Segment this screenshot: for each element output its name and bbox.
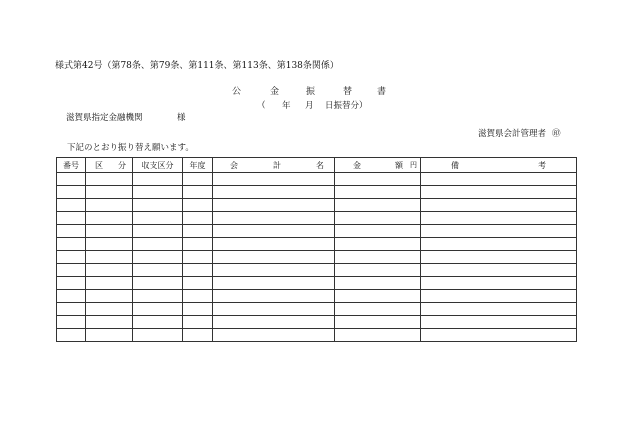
table-cell[interactable]: [183, 264, 213, 277]
table-cell[interactable]: [421, 329, 577, 342]
header-account-name: 会 計 名: [213, 158, 335, 173]
table-cell[interactable]: [133, 290, 183, 303]
table-cell[interactable]: [86, 264, 133, 277]
table-cell[interactable]: [86, 316, 133, 329]
table-row: [57, 186, 577, 199]
table-row: [57, 264, 577, 277]
table-cell[interactable]: [133, 316, 183, 329]
table-cell[interactable]: [183, 277, 213, 290]
table-cell[interactable]: [335, 251, 421, 264]
table-cell[interactable]: [86, 225, 133, 238]
table-cell[interactable]: [86, 186, 133, 199]
table-cell[interactable]: [183, 303, 213, 316]
table-cell[interactable]: [213, 277, 335, 290]
table-cell[interactable]: [183, 316, 213, 329]
table-row: [57, 290, 577, 303]
title-char: 書: [377, 87, 387, 97]
table-row: [57, 225, 577, 238]
table-cell[interactable]: [133, 173, 183, 186]
table-cell[interactable]: [57, 290, 86, 303]
table-cell[interactable]: [86, 303, 133, 316]
table-row: [57, 329, 577, 342]
table-cell[interactable]: [183, 199, 213, 212]
table-cell[interactable]: [213, 186, 335, 199]
table-cell[interactable]: [57, 212, 86, 225]
table-cell[interactable]: [421, 199, 577, 212]
table-cell[interactable]: [213, 212, 335, 225]
table-cell[interactable]: [86, 251, 133, 264]
seal-mark: ㊞: [552, 129, 561, 139]
table-cell[interactable]: [183, 290, 213, 303]
table-cell[interactable]: [86, 212, 133, 225]
table-cell[interactable]: [57, 329, 86, 342]
addressee-honorific: 様: [177, 113, 186, 123]
table-cell[interactable]: [57, 251, 86, 264]
table-cell[interactable]: [335, 290, 421, 303]
table-cell[interactable]: [213, 251, 335, 264]
table-cell[interactable]: [86, 329, 133, 342]
table-cell[interactable]: [86, 290, 133, 303]
table-row: [57, 212, 577, 225]
table-row: [57, 251, 577, 264]
title-char: 公: [232, 87, 242, 97]
table-cell[interactable]: [421, 173, 577, 186]
table-cell[interactable]: [183, 225, 213, 238]
table-cell[interactable]: [213, 329, 335, 342]
table-cell[interactable]: [421, 264, 577, 277]
header-number: 番号: [57, 158, 86, 173]
table-cell[interactable]: [57, 303, 86, 316]
table-row: [57, 173, 577, 186]
table-cell[interactable]: [57, 264, 86, 277]
table-cell[interactable]: [133, 264, 183, 277]
table-cell[interactable]: [213, 264, 335, 277]
title-char: 金: [270, 87, 280, 97]
table-cell[interactable]: [183, 186, 213, 199]
table-cell[interactable]: [133, 238, 183, 251]
table-cell[interactable]: [133, 212, 183, 225]
subtitle-day: 日振替分）: [325, 101, 368, 111]
table-cell[interactable]: [335, 264, 421, 277]
table-cell[interactable]: [421, 238, 577, 251]
table-row: [57, 316, 577, 329]
amount-unit: 円: [410, 161, 417, 169]
table-cell[interactable]: [86, 199, 133, 212]
table-cell[interactable]: [213, 303, 335, 316]
table-header-row: [57, 158, 577, 173]
table-cell[interactable]: [183, 329, 213, 342]
form-number: 様式第42号（第78条、第79条、第111条、第113条、第138条関係）: [55, 61, 339, 71]
table-cell[interactable]: [133, 329, 183, 342]
table-cell[interactable]: [421, 303, 577, 316]
table-cell[interactable]: [335, 329, 421, 342]
table-cell[interactable]: [133, 225, 183, 238]
table-cell[interactable]: [57, 173, 86, 186]
table-cell[interactable]: [213, 316, 335, 329]
subtitle-open-paren: （: [257, 101, 266, 111]
table-cell[interactable]: [183, 173, 213, 186]
header-fiscal-year: 年度: [183, 158, 213, 173]
table-cell[interactable]: [421, 251, 577, 264]
header-amount: 金 額 円: [335, 158, 421, 173]
subtitle-month: 月: [305, 101, 314, 111]
table-cell[interactable]: [335, 238, 421, 251]
table-cell[interactable]: [335, 199, 421, 212]
table-cell[interactable]: [86, 173, 133, 186]
table-cell[interactable]: [133, 277, 183, 290]
table-cell[interactable]: [421, 316, 577, 329]
subtitle-year: 年: [282, 101, 291, 111]
table-row: [57, 277, 577, 290]
table-cell[interactable]: [213, 225, 335, 238]
table-row: [57, 199, 577, 212]
table-cell[interactable]: [133, 199, 183, 212]
table-cell[interactable]: [57, 316, 86, 329]
table-cell[interactable]: [335, 225, 421, 238]
title-char: 替: [343, 87, 353, 97]
table-cell[interactable]: [133, 303, 183, 316]
table-cell[interactable]: [57, 199, 86, 212]
table-cell[interactable]: [421, 277, 577, 290]
title-char: 振: [306, 87, 316, 97]
table-cell[interactable]: [57, 225, 86, 238]
table-cell[interactable]: [183, 238, 213, 251]
table-cell[interactable]: [213, 290, 335, 303]
sender-title: 滋賀県会計管理者: [478, 129, 547, 139]
header-revenue-expense: 収支区分: [133, 158, 183, 173]
table-cell[interactable]: [86, 277, 133, 290]
table-cell[interactable]: [183, 212, 213, 225]
table-cell[interactable]: [213, 199, 335, 212]
table-cell[interactable]: [335, 277, 421, 290]
table-cell[interactable]: [421, 225, 577, 238]
table-cell[interactable]: [183, 251, 213, 264]
request-text: 下記のとおり振り替え願います。: [67, 143, 194, 153]
table-cell[interactable]: [421, 212, 577, 225]
table-cell[interactable]: [133, 186, 183, 199]
table-cell[interactable]: [133, 251, 183, 264]
transfer-table: [56, 157, 577, 342]
table-cell[interactable]: [335, 303, 421, 316]
header-remarks: 備 考: [421, 158, 577, 173]
table-cell[interactable]: [213, 173, 335, 186]
table-row: [57, 238, 577, 251]
table-cell[interactable]: [57, 186, 86, 199]
table-cell[interactable]: [57, 238, 86, 251]
table-row: [57, 303, 577, 316]
table-cell[interactable]: [421, 290, 577, 303]
addressee: 滋賀県指定金融機関: [66, 113, 143, 123]
table-cell[interactable]: [335, 316, 421, 329]
table-cell[interactable]: [57, 277, 86, 290]
table-cell[interactable]: [213, 238, 335, 251]
table-cell[interactable]: [421, 186, 577, 199]
table-cell[interactable]: [335, 173, 421, 186]
table-cell[interactable]: [335, 186, 421, 199]
header-category: 区 分: [86, 158, 133, 173]
table-cell[interactable]: [86, 238, 133, 251]
table-cell[interactable]: [335, 212, 421, 225]
